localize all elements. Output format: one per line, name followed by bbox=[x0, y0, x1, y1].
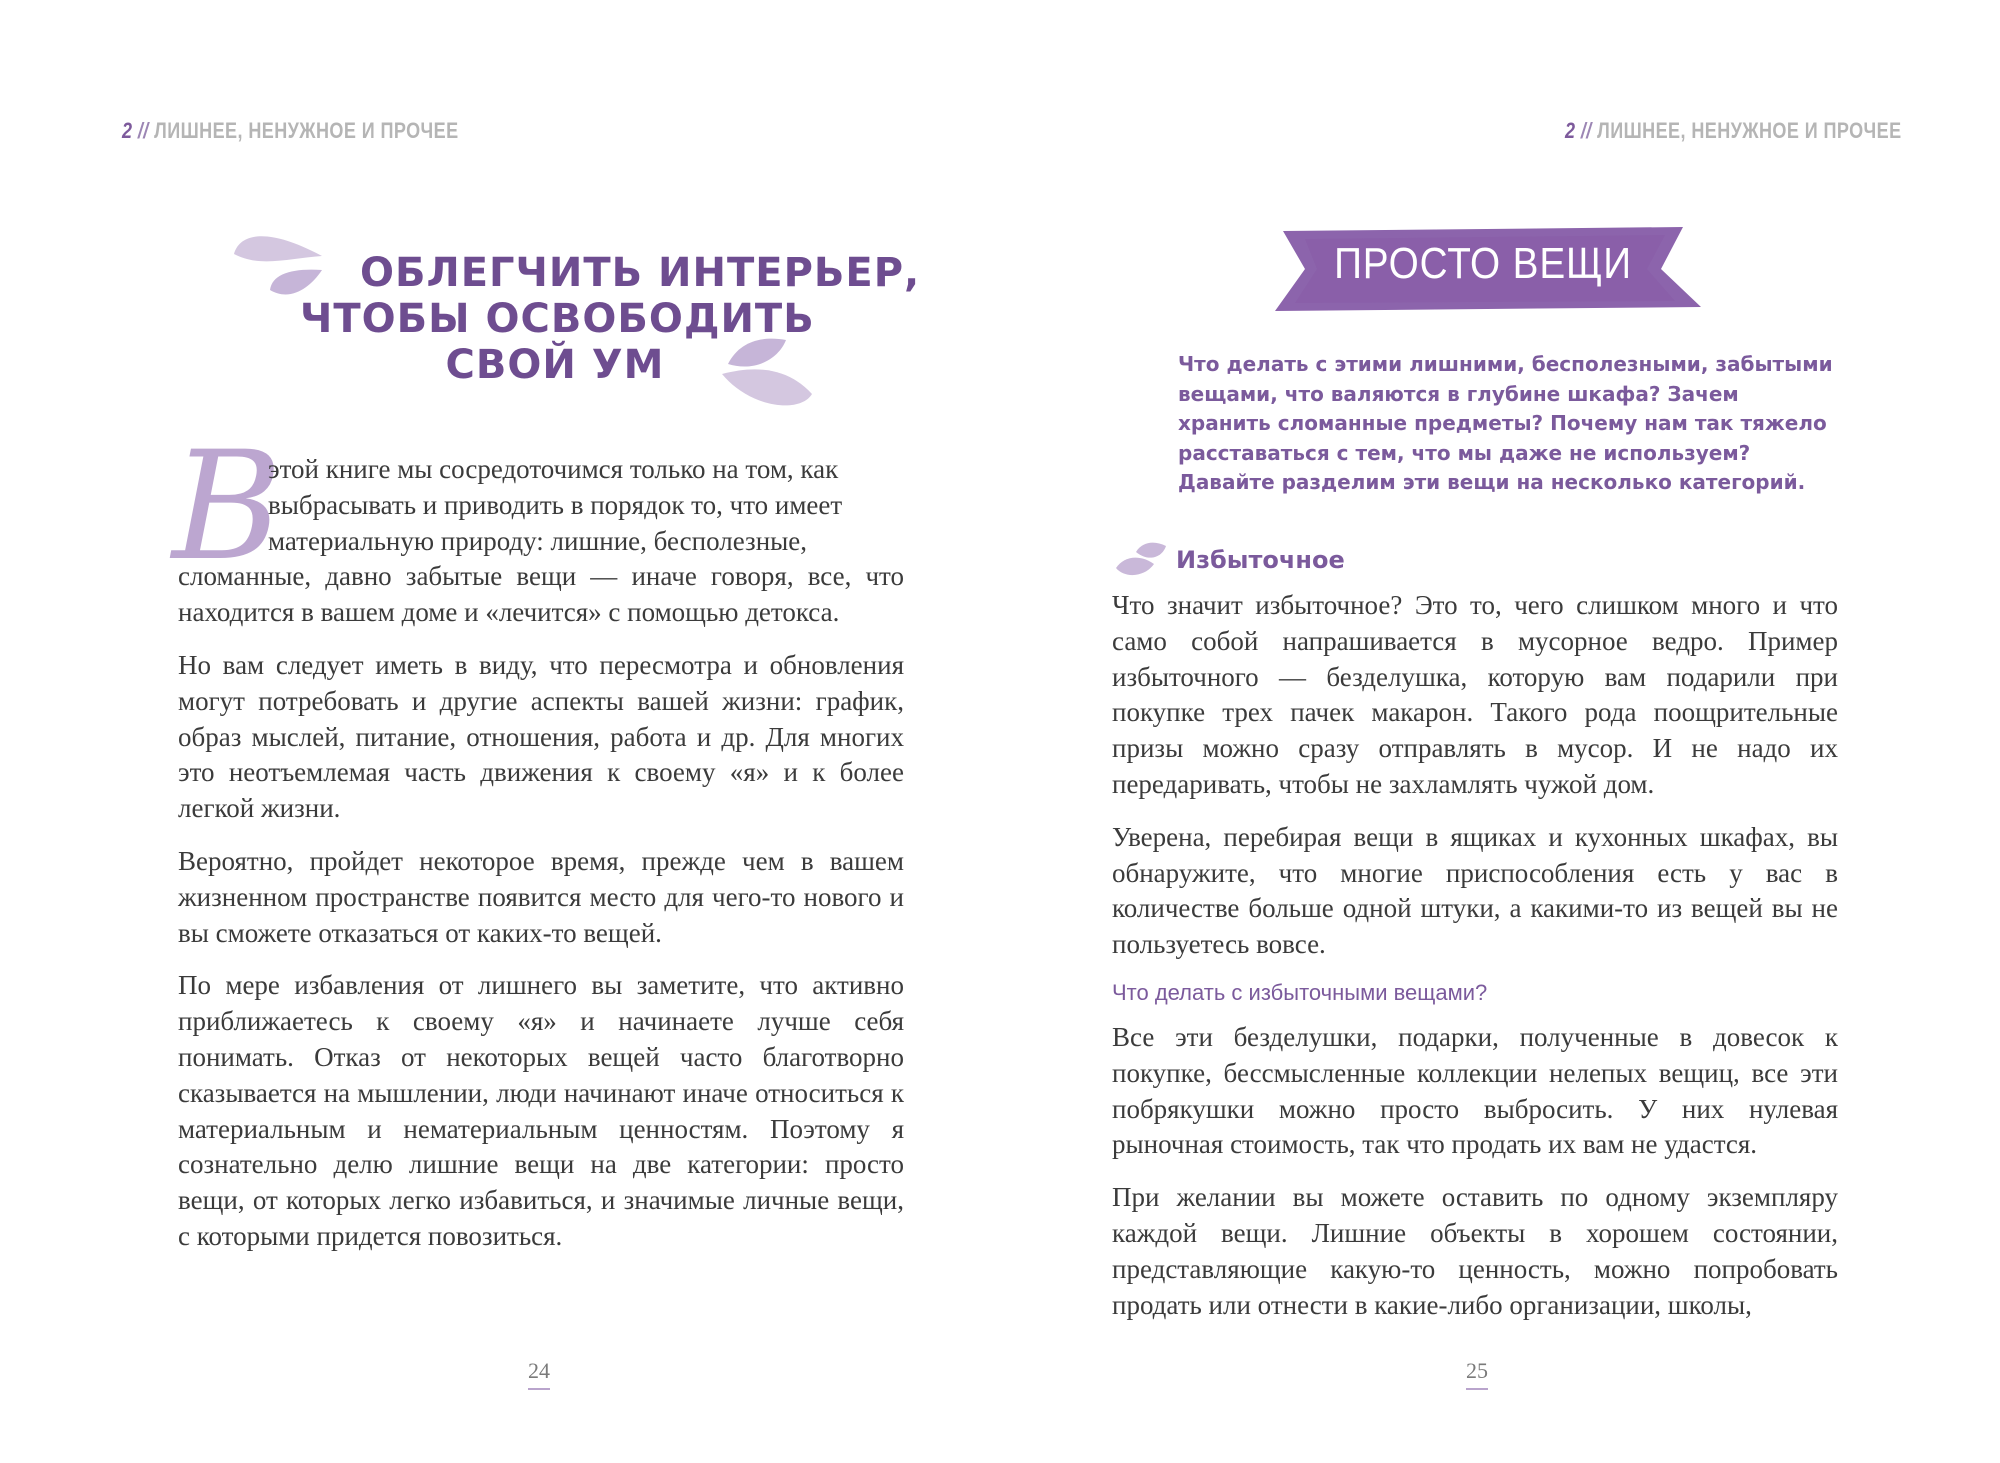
paragraph: сломанные, давно забытые вещи — иначе говоря, все, что находится в вашем доме и «лечится» с помощью детокса. bbox=[178, 561, 904, 628]
text-line: этой книге мы сосредоточимся только на том, как bbox=[268, 454, 839, 484]
intro-paragraph: Что делать с этими лишними, бесполезными, забытыми вещами, что валяются в глубине шкафа? Зачем хранить сломанные предметы? Почему нам так тяжело расставаться с тем, что мы даже не используем? Давайте разделим эти вещи на несколько категорий. bbox=[1178, 352, 1833, 494]
paragraph: Уверена, перебирая вещи в ящиках и кухонных шкафах, вы обнаружите, что многие приспособления есть у вас в количестве больше одной штуки, а какими-то из вещей вы не пользуетесь вовсе. bbox=[1112, 821, 1838, 960]
paragraph: Вероятно, пройдет некоторое время, прежде чем в вашем жизненном пространстве появится место для чего-то нового и вы сможете отказаться от каких-то вещей. bbox=[178, 845, 904, 948]
right-body-a bbox=[1112, 588, 1838, 980]
paragraph: Все эти безделушки, подарки, полученные в довесок к покупке, бессмысленные коллекции нелепых вещиц, все эти побрякушки можно просто выбросить. У них нулевая рыночная стоимость, так что продать их вам не удастся. bbox=[1112, 1022, 1838, 1160]
title-line-1: ОБЛЕГЧИТЬ ИНТЕРЬЕР, bbox=[360, 250, 921, 296]
running-head bbox=[122, 118, 459, 144]
subsection-title: Что делать с избыточными вещами? bbox=[1112, 980, 1488, 1005]
page-title bbox=[300, 250, 921, 388]
page-number: 24 bbox=[528, 1358, 550, 1390]
chapter-separator: // bbox=[137, 118, 149, 143]
paragraph: Что значит избыточное? Это то, чего слишком много и что само собой напрашивается в мусорное ведро. Пример избыточного — безделушка, которую вам подарили при покупке трех пачек макарон. Такого рода поощрительные призы можно сразу отправлять в мусор. И не надо их передаривать, чтобы не захламлять чужой дом. bbox=[1112, 590, 1838, 799]
chapter-number: 2 bbox=[122, 118, 133, 143]
paragraph: По мере избавления от лишнего вы заметите, что активно приближаетесь к своему «я» и начинаете лучше себя понимать. Отказ от некоторых вещей часто благотворно сказывается на мышлении, люди начинают иначе относиться к материальным и нематериальным ценностям. Поэтому я сознательно делю лишние вещи на две категории: просто вещи, от которых легко избавиться, и значимые личные вещи, с которыми придется повозиться. bbox=[178, 970, 904, 1251]
drop-cap: В bbox=[172, 420, 283, 594]
chapter-title: ЛИШНЕЕ, НЕНУЖНОЕ И ПРОЧЕЕ bbox=[154, 118, 459, 143]
title-line-2: ЧТОБЫ ОСВОБОДИТЬ bbox=[300, 296, 815, 342]
text-line: выбрасывать и приводить в порядок то, что имеет bbox=[268, 489, 843, 520]
chapter-title: ЛИШНЕЕ, НЕНУЖНОЕ И ПРОЧЕЕ bbox=[1597, 118, 1902, 143]
chapter-number: 2 bbox=[1565, 118, 1576, 143]
text-line: материальную природу: лишние, бесполезные, bbox=[268, 525, 808, 556]
section-title: Избыточное bbox=[1176, 546, 1345, 574]
section-drop-icon bbox=[1114, 538, 1170, 578]
running-head bbox=[1565, 118, 1902, 144]
left-body bbox=[178, 559, 904, 1271]
title-line-3: СВОЙ УМ bbox=[445, 342, 665, 388]
chapter-separator: // bbox=[1580, 118, 1592, 143]
banner-title: ПРОСТО ВЕЩИ bbox=[1334, 239, 1632, 288]
page-number: 25 bbox=[1466, 1358, 1488, 1390]
title-banner bbox=[1265, 225, 1701, 311]
first-paragraph-indented bbox=[268, 452, 904, 559]
paragraph: Но вам следует иметь в виду, что пересмотра и обновления могут потребовать и другие аспекты вашей жизни: график, образ мыслей, питание, отношения, работа и др. Для многих это неотъемлемая часть движения к своему «я» и к более легкой жизни. bbox=[178, 649, 904, 824]
right-body-b bbox=[1112, 1020, 1838, 1340]
paragraph: При желании вы можете оставить по одному экземпляру каждой вещи. Лишние объекты в хорошем состоянии, представляющие какую-то ценность, можно попробовать продать или отнести в какие-либо организации, школы, bbox=[1112, 1182, 1838, 1320]
